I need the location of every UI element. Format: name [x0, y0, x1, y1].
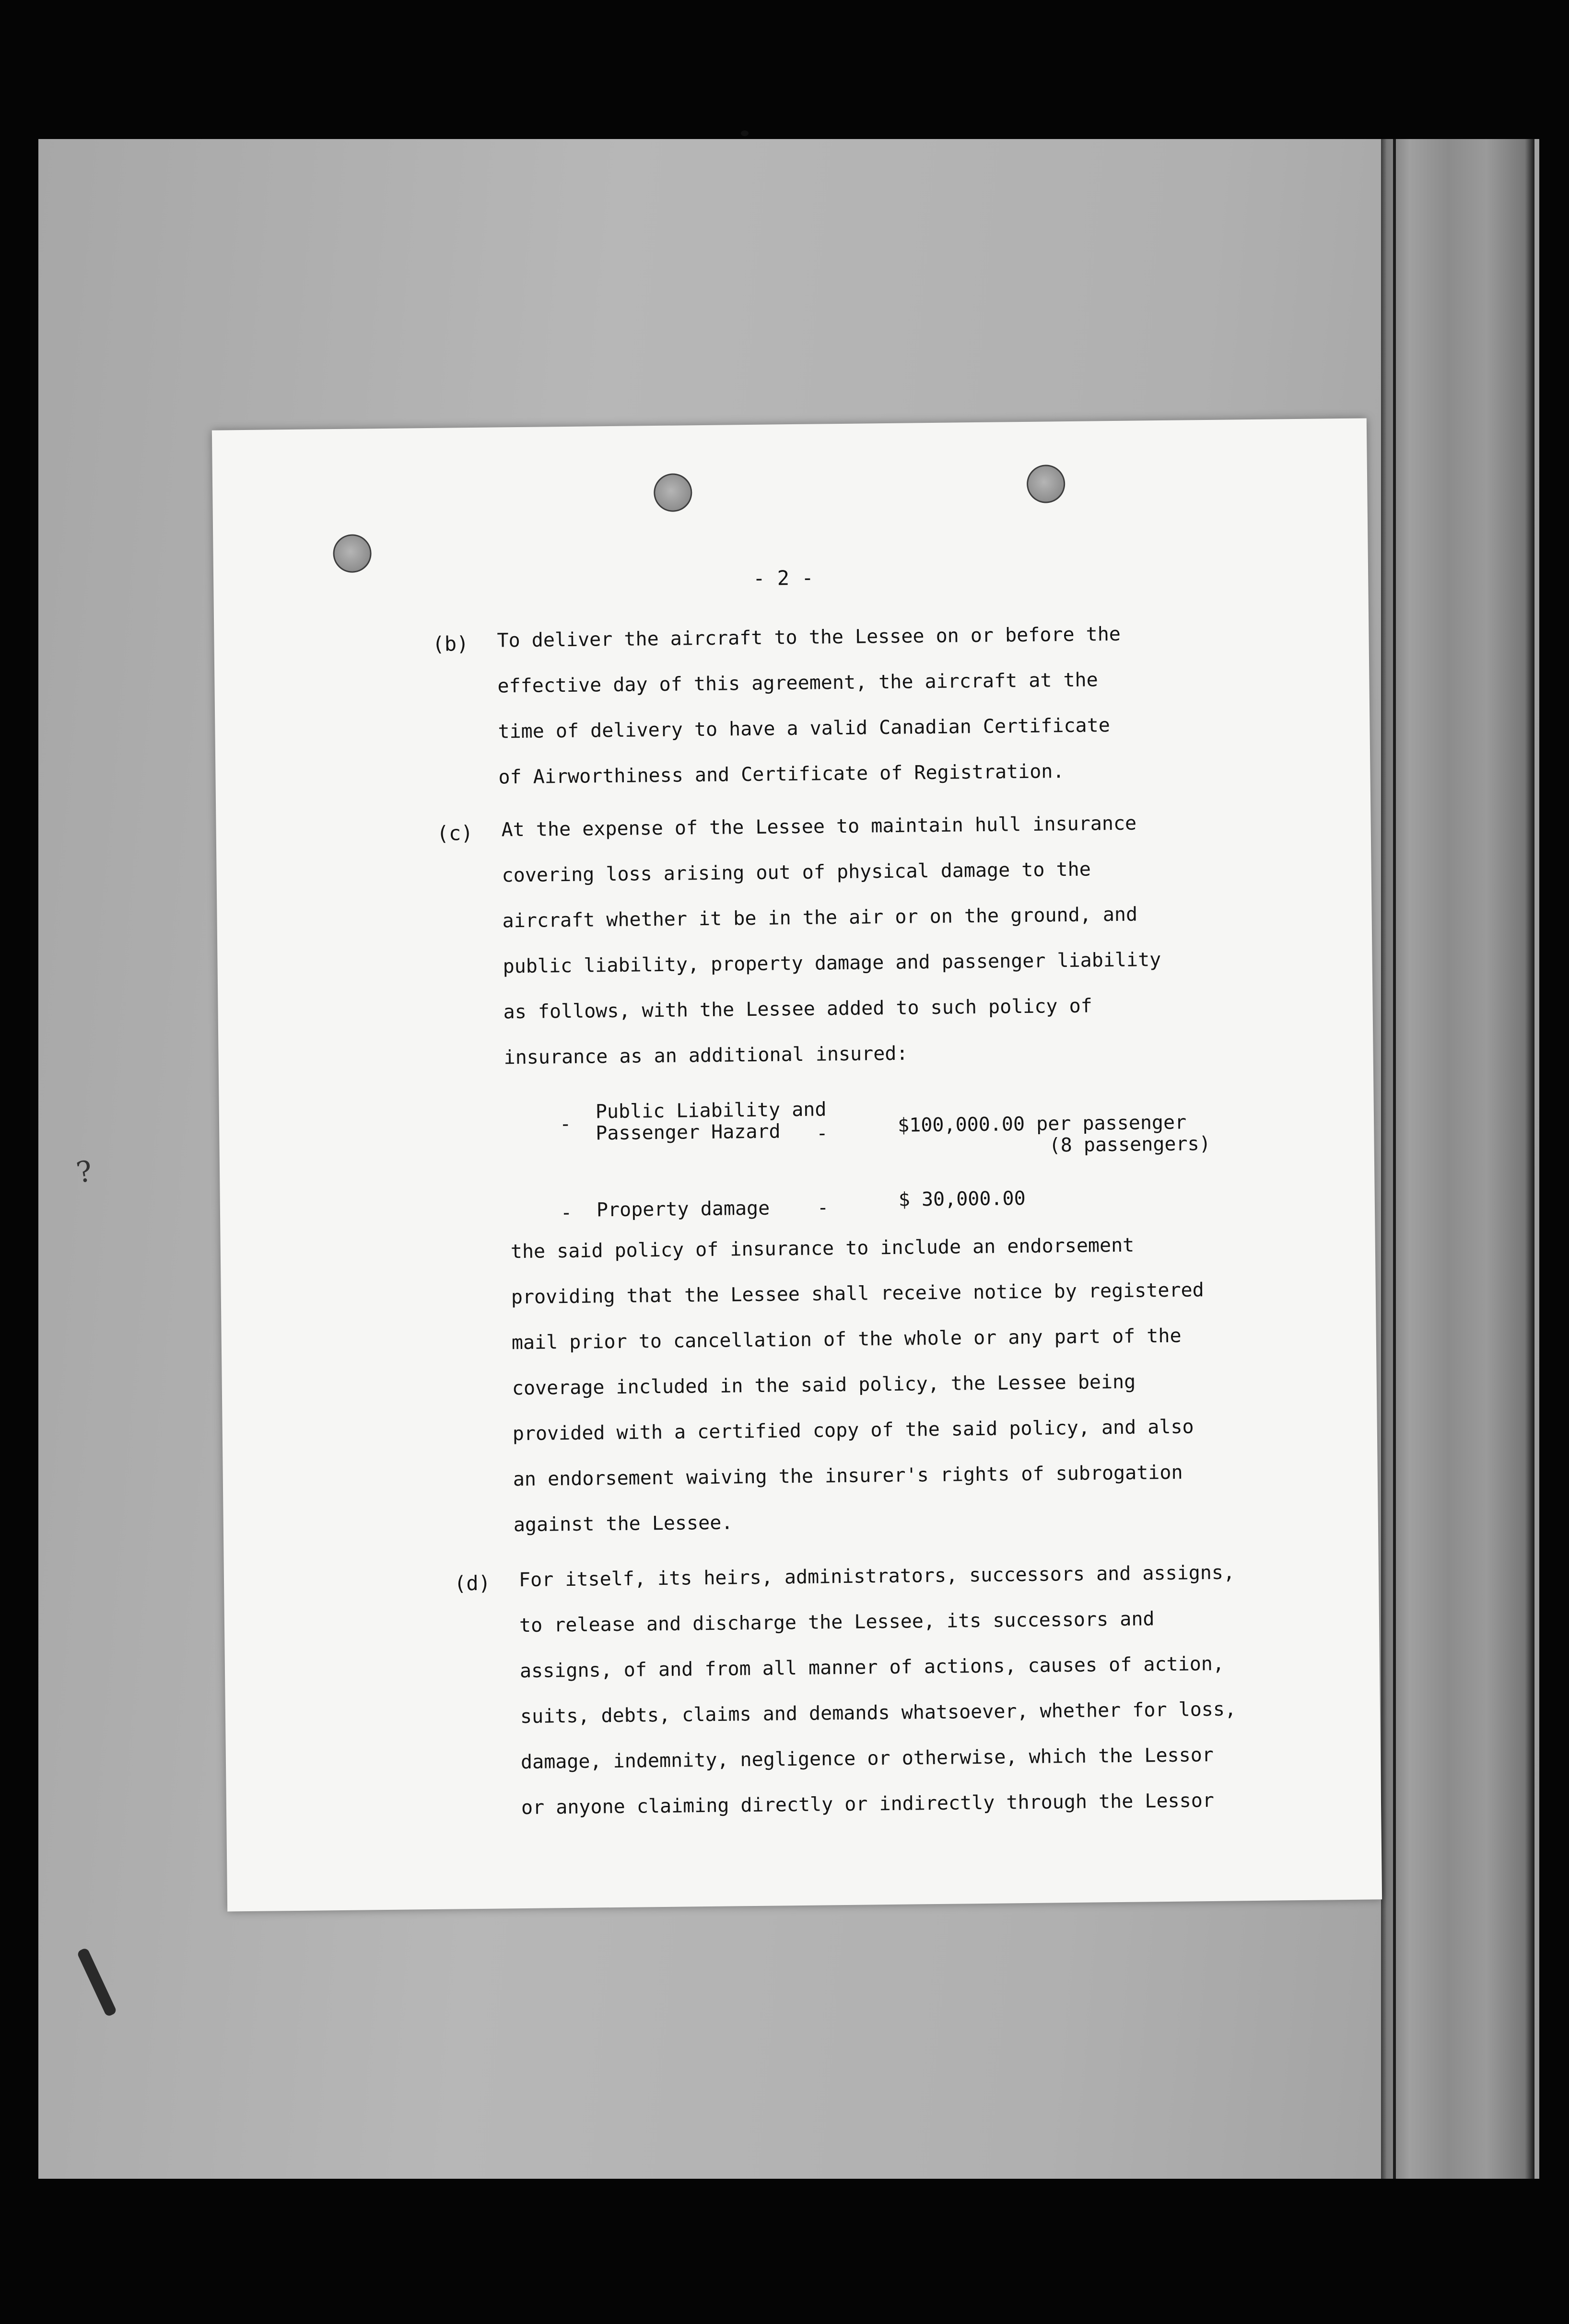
clause-b-line: time of delivery to have a valid Canadian Certificate — [498, 714, 1111, 743]
clause-c-continuation-line: providing that the Lessee shall receive notice by registered — [511, 1279, 1204, 1309]
clause-c-line: public liability, property damage and passenger liability — [503, 949, 1161, 978]
clause-label-b: (b) — [432, 632, 469, 656]
insurance-item-name: Public Liability and — [595, 1098, 827, 1123]
clause-d-line: to release and discharge the Lessee, its successors and — [519, 1608, 1155, 1637]
clause-c-line: aircraft whether it be in the air or on the ground, and — [502, 903, 1138, 932]
clause-b-line: effective day of this agreement, the aircraft at the — [497, 669, 1098, 697]
page-edge-line — [1393, 139, 1396, 2179]
clause-b-line: To deliver the aircraft to the Lessee on or before the — [497, 623, 1121, 652]
clause-c-continuation-line: coverage included in the said policy, the Lessee being — [512, 1371, 1136, 1400]
clause-c-line: At the expense of the Lessee to maintain hull insurance — [501, 812, 1137, 841]
clause-c-continuation-line: the said policy of insurance to include an endorsement — [510, 1234, 1135, 1263]
insurance-item-name: Passenger Hazard — [596, 1120, 781, 1145]
margin-question-mark: ? — [74, 1154, 95, 1190]
film-speck — [741, 130, 749, 136]
clause-c-continuation-line: against the Lessee. — [513, 1511, 733, 1536]
clause-b-line: of Airworthiness and Certificate of Registration. — [498, 760, 1065, 789]
clause-d-line: damage, indemnity, negligence or otherwise, which the Lessor — [520, 1743, 1214, 1774]
insurance-item-name: Property damage — [596, 1197, 770, 1221]
insurance-item-sep: - — [817, 1197, 829, 1219]
page-number: - 2 - — [752, 566, 814, 590]
document-body — [212, 418, 1377, 1819]
insurance-item-dash: - — [560, 1201, 573, 1224]
clause-c-continuation-line: provided with a certified copy of the said policy, and also — [512, 1416, 1194, 1445]
insurance-item-note: (8 passengers) — [1049, 1132, 1211, 1157]
insurance-item-sep: - — [816, 1122, 828, 1145]
clause-c-continuation-line: mail prior to cancellation of the whole or any part of the — [511, 1325, 1182, 1354]
clause-d-line: suits, debts, claims and demands whatsoever, whether for loss, — [520, 1698, 1237, 1728]
clause-label-c: (c) — [436, 821, 473, 845]
document-page — [212, 418, 1382, 1911]
clause-d-line: For itself, its heirs, administrators, successors and assigns, — [518, 1561, 1235, 1592]
insurance-item-dash: - — [559, 1113, 572, 1136]
clause-d-line: assigns, of and from all manner of actions, causes of action, — [519, 1652, 1225, 1683]
insurance-item-amount: $100,000.00 per passenger — [897, 1111, 1187, 1137]
insurance-item-amount: $ 30,000.00 — [898, 1187, 1026, 1211]
page-edge-strip — [1381, 139, 1534, 2179]
clause-d-line: or anyone claiming directly or indirectly through the Lessor — [521, 1789, 1215, 1819]
clause-c-line: covering loss arising out of physical damage to the — [502, 858, 1091, 887]
clause-c-line: as follows, with the Lessee added to such policy of — [503, 995, 1092, 1023]
clause-c-line: insurance as an additional insured: — [503, 1042, 908, 1069]
clause-label-d: (d) — [454, 1571, 491, 1595]
clause-c-continuation-line: an endorsement waiving the insurer's rights of subrogation — [513, 1461, 1183, 1491]
